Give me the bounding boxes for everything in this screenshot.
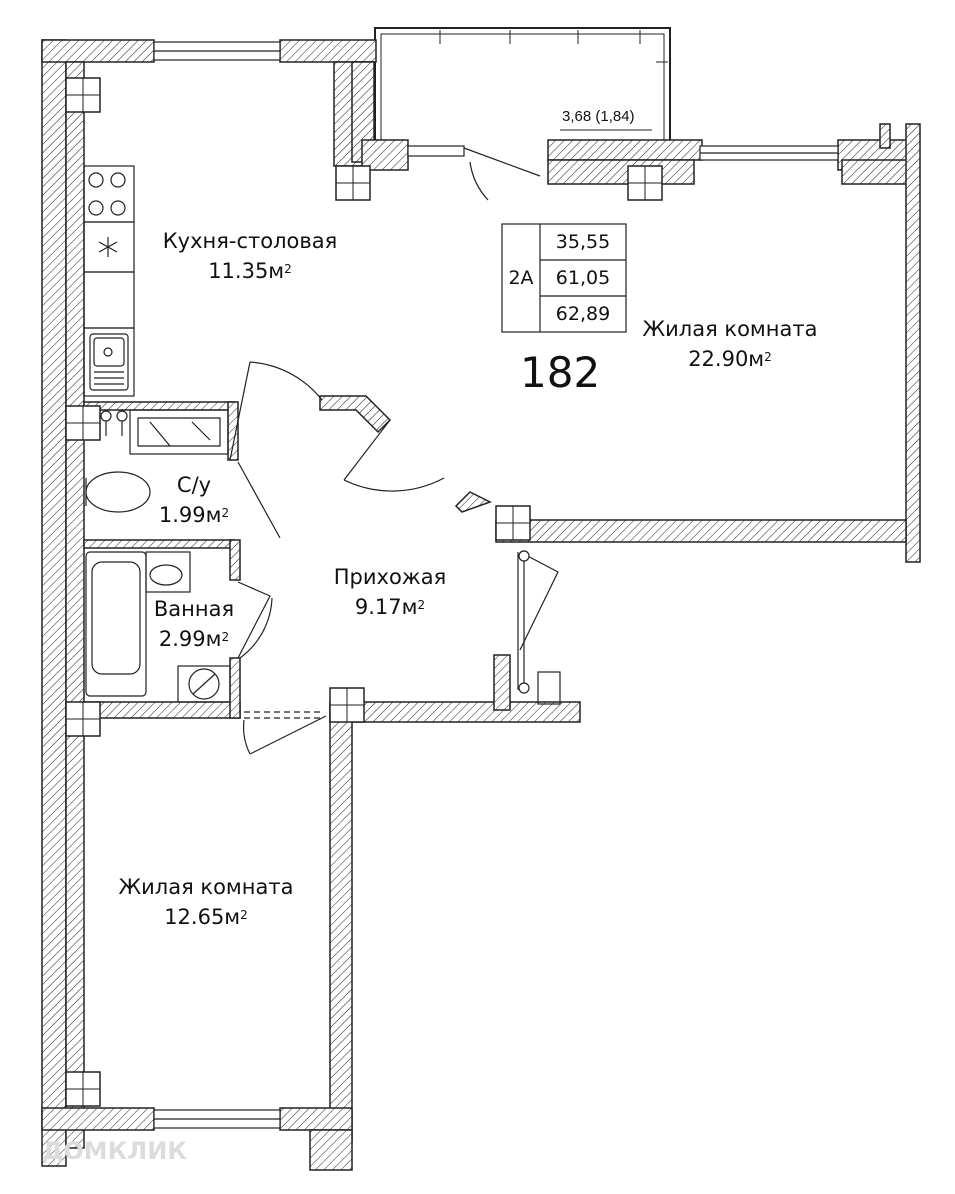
apartment-area-living: 35,55 (555, 231, 611, 253)
room-living-small-label (96, 872, 316, 932)
room-bath-name: Ванная (153, 597, 235, 621)
apartment-type: 2А (508, 267, 534, 289)
room-wc-area: $1.99м^2$ (158, 503, 230, 527)
room-wc-label (134, 470, 254, 530)
room-living-small-name: Жилая комната (118, 875, 294, 899)
room-kitchen-label (130, 226, 370, 286)
room-living-large-area: $22.90м^2$ (688, 347, 772, 371)
apartment-area-full: 62,89 (555, 303, 611, 325)
room-bath-area: $2.99м^2$ (158, 627, 230, 651)
room-hall-name: Прихожая (333, 565, 447, 589)
room-hall-area: $9.17м^2$ (354, 595, 426, 619)
room-living-large-name: Жилая комната (642, 317, 818, 341)
room-hall-label (300, 562, 480, 622)
room-wc-name: С/у (176, 473, 212, 497)
balcony-area: 3,68 (1,84) (562, 108, 635, 125)
room-bath-label (134, 594, 254, 654)
kitchen-fixtures (84, 166, 134, 396)
bathroom-fixtures (86, 410, 230, 702)
room-kitchen-name: Кухня-столовая (162, 229, 338, 253)
room-living-large-label (620, 314, 840, 374)
apartment-number: 182 (520, 348, 601, 397)
windows (154, 42, 838, 1128)
room-living-small-area: $12.65м^2$ (164, 905, 248, 929)
apartment-area-total: 61,05 (555, 267, 611, 289)
watermark: ДОМКЛИК (42, 1137, 187, 1165)
room-kitchen-area: $11.35м^2$ (208, 259, 292, 283)
